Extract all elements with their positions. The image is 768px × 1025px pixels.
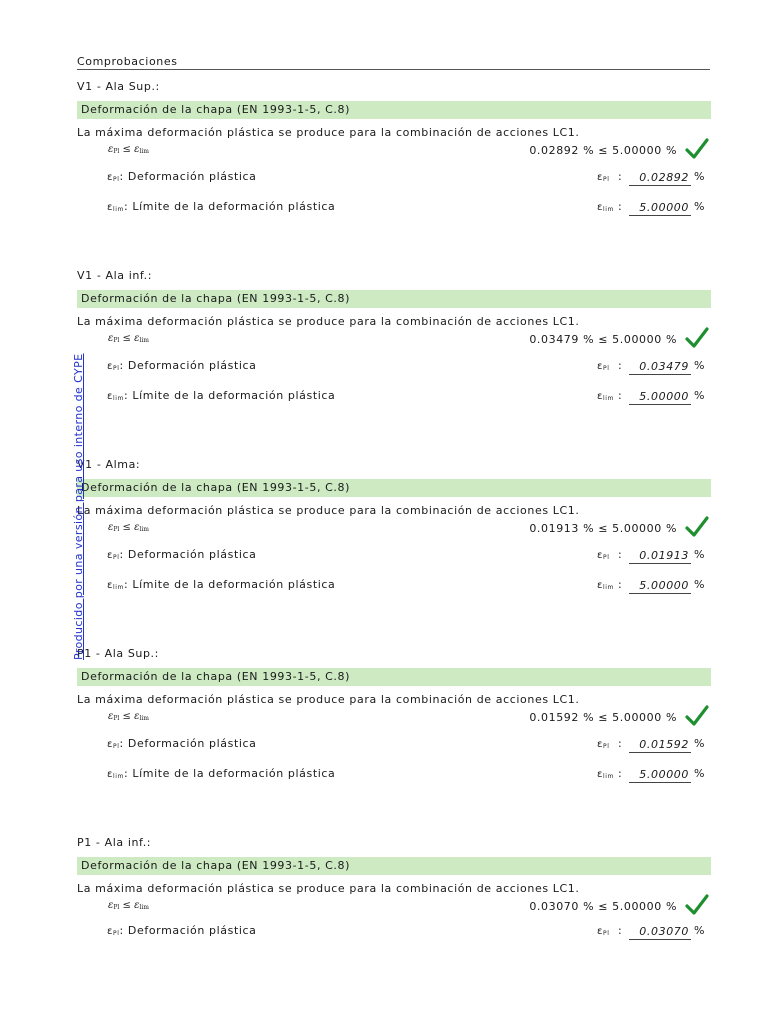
eps-lim-symbol: $\varepsilon_{lim}$ <box>597 769 614 780</box>
check-result: 0.01592 % ≤ 5.00000 % <box>529 711 677 724</box>
unit: % <box>694 924 706 937</box>
check-title: Deformación de la chapa (EN 1993-1-5, C.8) <box>81 670 351 683</box>
unit: % <box>694 767 706 780</box>
checkmark-icon <box>685 516 709 538</box>
unit: % <box>694 578 706 591</box>
check-result: 0.01913 % ≤ 5.00000 % <box>529 522 677 535</box>
colon: : <box>618 359 623 372</box>
eps-pl-label: $\varepsilon_{Pl}$: Deformación plástica <box>107 548 257 561</box>
eps-lim-value: 5.00000 <box>629 768 691 783</box>
eps-pl-symbol: $\varepsilon_{Pl}$ <box>597 926 610 937</box>
eps-lim-label: $\varepsilon_{lim}$: Límite de la deformación plástica <box>107 767 336 780</box>
unit: % <box>694 170 706 183</box>
eps-pl-symbol: $\varepsilon_{Pl}$ <box>597 739 610 750</box>
check-title: Deformación de la chapa (EN 1993-1-5, C.8) <box>81 481 351 494</box>
section-title: V1 - Ala inf.: <box>77 269 153 282</box>
eps-pl-value: 0.01913 <box>629 549 691 564</box>
check-section <box>77 269 711 458</box>
eps-lim-symbol: $\varepsilon_{lim}$ <box>597 580 614 591</box>
check-section <box>77 80 711 269</box>
eps-lim-value: 5.00000 <box>629 390 691 405</box>
checkmark-icon <box>685 705 709 727</box>
colon: : <box>618 389 623 402</box>
unit: % <box>694 548 706 561</box>
formula: $\varepsilon_{Pl} \le \varepsilon_{lim}$ <box>108 144 149 155</box>
check-description: La máxima deformación plástica se produce para la combinación de acciones LC1. <box>77 693 580 706</box>
check-description: La máxima deformación plástica se produce para la combinación de acciones LC1. <box>77 504 580 517</box>
checkmark-icon <box>685 327 709 349</box>
section-title: V1 - Ala Sup.: <box>77 80 160 93</box>
eps-lim-symbol: $\varepsilon_{lim}$ <box>597 391 614 402</box>
check-header-band <box>77 479 711 497</box>
eps-pl-value: 0.01592 <box>629 738 691 753</box>
check-section <box>77 836 711 1025</box>
colon: : <box>618 737 623 750</box>
eps-lim-label: $\varepsilon_{lim}$: Límite de la deformación plástica <box>107 389 336 402</box>
check-title: Deformación de la chapa (EN 1993-1-5, C.8) <box>81 859 351 872</box>
formula: $\varepsilon_{Pl} \le \varepsilon_{lim}$ <box>108 333 149 344</box>
eps-pl-label: $\varepsilon_{Pl}$: Deformación plástica <box>107 924 257 937</box>
check-header-band <box>77 857 711 875</box>
check-title: Deformación de la chapa (EN 1993-1-5, C.8) <box>81 103 351 116</box>
eps-pl-symbol: $\varepsilon_{Pl}$ <box>597 172 610 183</box>
formula-sub-lim: lim <box>139 148 149 155</box>
check-description: La máxima deformación plástica se produce para la combinación de acciones LC1. <box>77 126 580 139</box>
page-header <box>77 55 710 70</box>
eps-pl-value: 0.02892 <box>629 171 691 186</box>
section-title: P1 - Ala Sup.: <box>77 647 159 660</box>
colon: : <box>618 200 623 213</box>
checkmark-icon <box>685 894 709 916</box>
check-description: La máxima deformación plástica se produce para la combinación de acciones LC1. <box>77 882 580 895</box>
formula-sub-pl: Pl <box>113 148 120 155</box>
eps-lim-label: $\varepsilon_{lim}$: Límite de la deformación plástica <box>107 578 336 591</box>
unit: % <box>694 737 706 750</box>
check-section <box>77 458 711 647</box>
section-title: P1 - Ala inf.: <box>77 836 152 849</box>
eps-pl-label: $\varepsilon_{Pl}$: Deformación plástica <box>107 737 257 750</box>
eps-pl-label: $\varepsilon_{Pl}$: Deformación plástica <box>107 359 257 372</box>
eps-pl-label: $\varepsilon_{Pl}$: Deformación plástica <box>107 170 257 183</box>
formula: $\varepsilon_{Pl} \le \varepsilon_{lim}$ <box>108 711 149 722</box>
eps-lim-label: $\varepsilon_{lim}$: Límite de la deformación plástica <box>107 200 336 213</box>
check-title: Deformación de la chapa (EN 1993-1-5, C.8) <box>81 292 351 305</box>
check-header-band <box>77 290 711 308</box>
check-header-band <box>77 101 711 119</box>
page-title: Comprobaciones <box>77 55 178 68</box>
eps-pl-symbol: $\varepsilon_{Pl}$ <box>597 361 610 372</box>
check-description: La máxima deformación plástica se produce para la combinación de acciones LC1. <box>77 315 580 328</box>
section-title: V1 - Alma: <box>77 458 141 471</box>
check-result: 0.02892 % ≤ 5.00000 % <box>529 144 677 157</box>
watermark-link[interactable]: Producido por una versión para uso interno de CYPE <box>72 353 85 660</box>
colon: : <box>618 170 623 183</box>
eps-lim-value: 5.00000 <box>629 579 691 594</box>
formula: $\varepsilon_{Pl} \le \varepsilon_{lim}$ <box>108 900 149 911</box>
colon: : <box>618 578 623 591</box>
unit: % <box>694 200 706 213</box>
formula: $\varepsilon_{Pl} \le \varepsilon_{lim}$ <box>108 522 149 533</box>
colon: : <box>618 767 623 780</box>
checkmark-icon <box>685 138 709 160</box>
check-result: 0.03070 % ≤ 5.00000 % <box>529 900 677 913</box>
eps-lim-symbol: $\varepsilon_{lim}$ <box>597 202 614 213</box>
check-header-band <box>77 668 711 686</box>
unit: % <box>694 389 706 402</box>
eps-pl-symbol: $\varepsilon_{Pl}$ <box>597 550 610 561</box>
colon: : <box>618 548 623 561</box>
eps-lim-value: 5.00000 <box>629 201 691 216</box>
check-result: 0.03479 % ≤ 5.00000 % <box>529 333 677 346</box>
unit: % <box>694 359 706 372</box>
colon: : <box>618 924 623 937</box>
eps-pl-value: 0.03479 <box>629 360 691 375</box>
eps-pl-value: 0.03070 <box>629 925 691 940</box>
check-section <box>77 647 711 836</box>
